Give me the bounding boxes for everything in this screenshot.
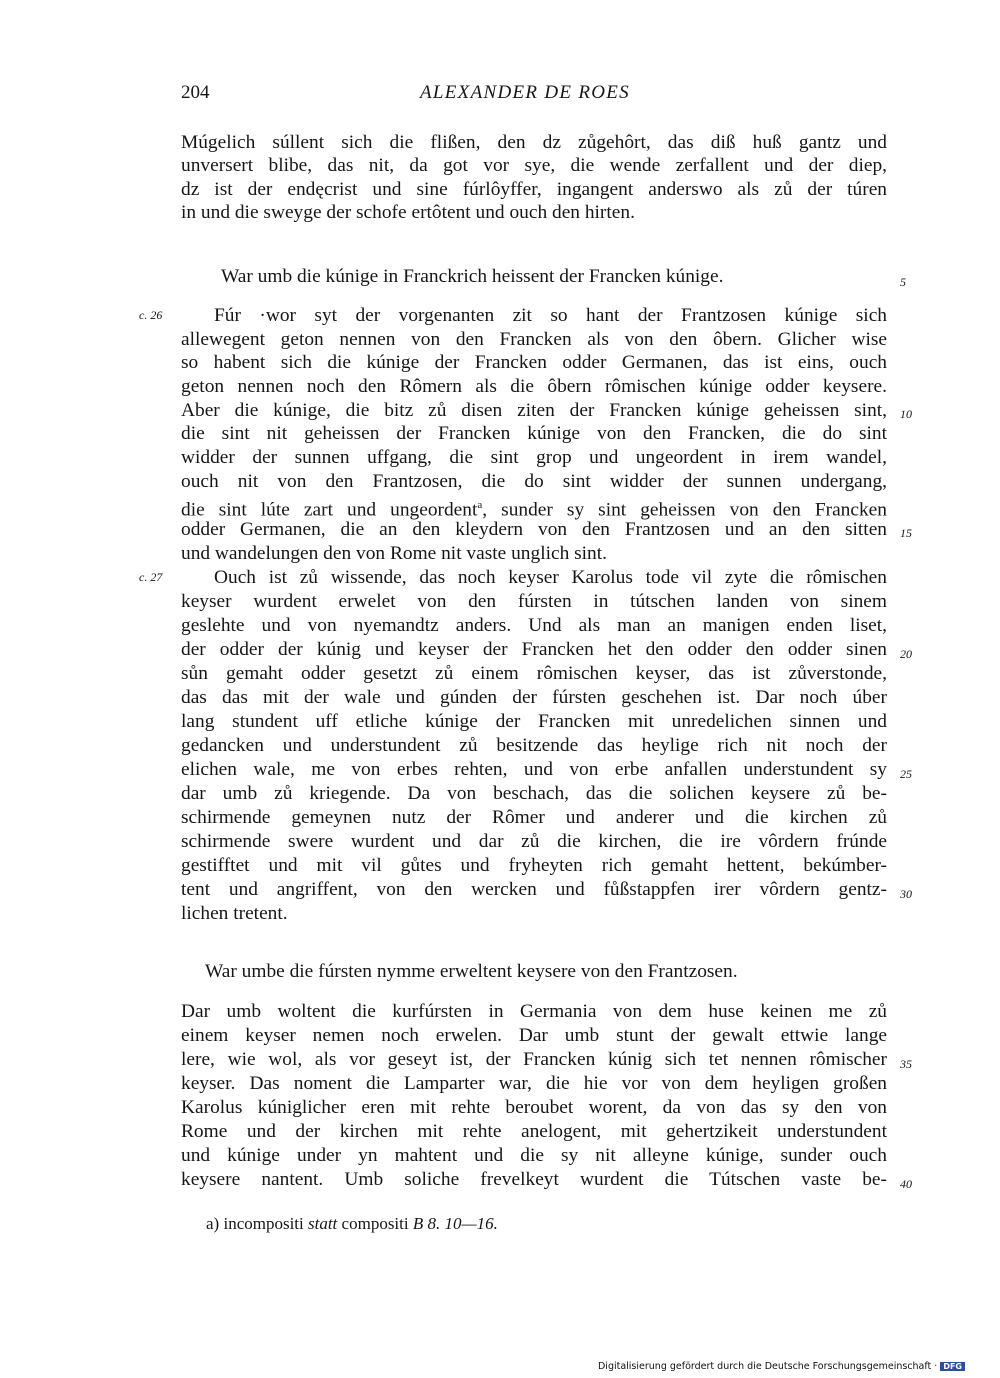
text-line: die sint lúte zart und ungeordent$^a$, sunder sy sint geheissen von den Francken [181, 499, 887, 521]
line-number: 30 [900, 887, 912, 901]
section-heading: War umb die kúnige in Franckrich heissent der Francken kúnige. [221, 266, 724, 287]
footnote-marker: a [477, 499, 483, 511]
line-number: 40 [900, 1177, 912, 1191]
text-line: Karolus kúniglicher eren mit rehte beroubet worent, da von das sy den von [181, 1097, 887, 1118]
digitization-credit [598, 1361, 965, 1372]
section-heading: War umbe die fúrsten nymme erweltent keysere von den Frantzosen. [205, 961, 738, 982]
text-line: lere, wie wol, als vor geseyt ist, der Francken kúnig sich tet nennen rômischer [181, 1049, 887, 1070]
footnote-italic: B 8. 10—16. [412, 1214, 498, 1233]
text-line: tent und angriffent, von den wercken und fůßstappfen irer vôrdern gentz- [181, 879, 887, 900]
line-number: 35 [900, 1057, 912, 1071]
margin-reference: c. 27 [139, 570, 163, 584]
line-number: 15 [900, 526, 912, 540]
text-line: gestifftet und mit vil gůtes und fryheyten rich gemaht hettent, bekúmber- [181, 855, 887, 876]
text-line: Rome und der kirchen mit rehte anelogent, mit gehertzikeit understundent [181, 1121, 887, 1142]
line-number: 20 [900, 647, 912, 661]
text-line: gedancken und understundent zů besitzende das heylige rich nit noch der [181, 735, 887, 756]
text-line: odder Germanen, die an den kleydern von den Frantzosen und an den sitten [181, 519, 887, 540]
line-number: 10 [900, 407, 912, 421]
text-line: keyser. Das noment die Lamparter war, die hie vor von dem heyligen großen [181, 1073, 887, 1094]
text-line: das das mit der wale und gúnden der fúrsten geschehen ist. Dar noch úber [181, 687, 887, 708]
text-line: Dar umb woltent die kurfúrsten in Germania von dem huse keinen me zů [181, 1001, 887, 1022]
text-line: keyser wurdent erwelet von den fúrsten in tútschen landen von sinem [181, 591, 887, 612]
text-line: elichen wale, me von erbes rehten, und von erbe anfallen understundent sy [181, 759, 887, 780]
text-line: Ouch ist zů wissende, das noch keyser Karolus tode vil zyte die rômischen [214, 567, 887, 588]
text-line: geslehte und von nyemandtz anders. Und als man an manigen enden liset, [181, 615, 887, 636]
text-line: widder der sunnen uffgang, die sint grop und ungeordent in irem wandel, [181, 447, 887, 468]
dfg-logo-icon: DFG [940, 1362, 965, 1371]
text-line: so habent sich die kúnige der Francken odder Germanen, das ist eins, ouch [181, 352, 887, 373]
text-line: geton nennen noch den Rômern als die ôbern rômischen kúnige odder keysere. [181, 376, 887, 397]
text-line: schirmende gemeynen nutz der Rômer und anderer und die kirchen zů [181, 807, 887, 828]
text-line: lichen tretent. [181, 903, 288, 924]
page-number: 204 [181, 82, 210, 103]
footnote-italic: statt [308, 1214, 338, 1233]
text-line: Fúr ·wor syt der vorgenanten zit so hant der Frantzosen kúnige sich [214, 305, 887, 326]
text-line: die sint nit geheissen der Francken kúnige von den Francken, die do sint [181, 423, 887, 444]
line-number: 25 [900, 767, 912, 781]
text-line: in und die sweyge der schofe ertôtent und ouch den hirten. [181, 202, 635, 223]
text-line: ouch nit von den Frantzosen, die do sint widder der sunnen undergang, [181, 471, 887, 492]
footnote-text: incompositi [223, 1214, 304, 1233]
text-line: dz ist der endęcrist und sine fúrlôyffer, ingangent anderswo als zů der túren [181, 179, 887, 200]
text-line: der odder der kúnig und keyser der Francken het den odder den odder sinen [181, 639, 887, 660]
text-line: keysere nantent. Umb soliche frevelkeyt wurdent die Tútschen vaste be- [181, 1169, 887, 1190]
margin-reference: c. 26 [139, 308, 163, 322]
footnote-text: compositi [341, 1214, 409, 1233]
text-line: lang stundent uff etliche kúnige der Francken mit unredelichen sinnen und [181, 711, 887, 732]
text-line: allewegent geton nennen von den Francken als von den ôbern. Glicher wise [181, 329, 887, 350]
text-line: Aber die kúnige, die bitz zů disen ziten der Francken kúnige geheissen sint, [181, 400, 887, 421]
text-line: und wandelungen den von Rome nit vaste unglich sint. [181, 543, 607, 564]
credit-text: Digitalisierung gefördert durch die Deutsche Forschungsgemeinschaft · [597, 1361, 938, 1372]
text-line: unversert blibe, das nit, da got vor sye, die wende zerfallent und der diep, [181, 155, 887, 176]
text-line: einem keyser nemen noch erwelen. Dar umb stunt der gewalt ettwie lange [181, 1025, 887, 1046]
footnote [206, 1214, 498, 1234]
footnote-mark: a) [206, 1214, 220, 1233]
running-title: ALEXANDER DE ROES [420, 82, 630, 103]
line-number: 5 [900, 275, 906, 289]
text-line: und kúnige under yn mahtent und die sy nit alleyne kúnige, sunder ouch [181, 1145, 887, 1166]
text-line: sůn gemaht odder gesetzt zů einem rômischen keyser, das ist zůverstonde, [181, 663, 887, 684]
text-line: Múgelich súllent sich die flißen, den dz zůgehôrt, das diß huß gantz und [181, 132, 887, 153]
text-line: dar umb zů kriegende. Da von beschach, das die solichen keysere zů be- [181, 783, 887, 804]
text-line: schirmende swere wurdent und dar zů die kirchen, die ire vôrdern frúnde [181, 831, 887, 852]
